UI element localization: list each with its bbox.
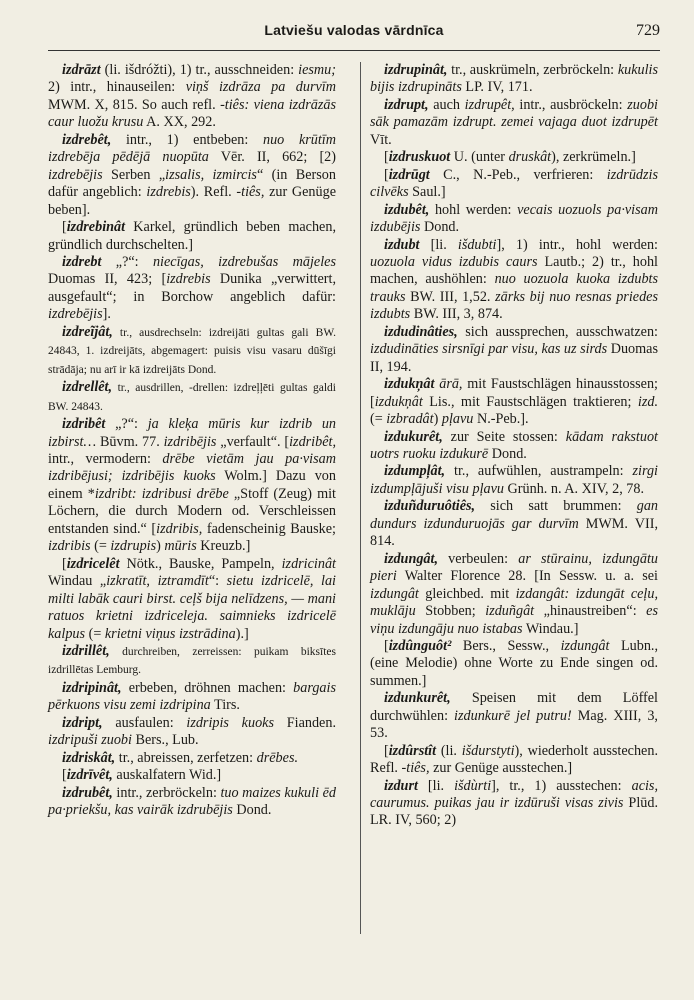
entry-text: išdùrti <box>454 777 492 794</box>
entry-text: Vēr. II, 662; [2) <box>208 149 336 166</box>
entry-text: ).] <box>235 625 249 642</box>
entry-text: Lubn., (eine Melodie) ohne Worte zu Ende singen od. summen.] <box>370 637 659 689</box>
entry-headword: izdudinâties, <box>384 323 458 340</box>
entry-text: nuo krūtīm izdrebēja pēdējā nuopūta <box>48 131 336 166</box>
entry-text: izduñgât <box>485 603 535 620</box>
entry-text: es viņu izdungāju nuo istabas <box>370 603 658 637</box>
header-rule <box>48 50 660 51</box>
entry-text: Speisen mit dem Löffel durchwühlen: <box>370 690 658 724</box>
dictionary-entry <box>48 785 336 820</box>
entry-text: sich satt brummen: <box>475 498 637 515</box>
entry-text: [li. <box>417 777 455 794</box>
entry-text: izdripis kuoks <box>186 714 274 731</box>
entry-text: zirgi izdumpļājuši visu pļavu <box>370 463 658 497</box>
entry-text: intr., ausbröckeln: <box>514 96 628 113</box>
dictionary-entry <box>370 498 658 550</box>
entry-text: Vīt. <box>370 131 392 148</box>
entry-text: [ <box>384 742 389 759</box>
entry-headword: izdrillêt, <box>62 642 110 659</box>
dictionary-entry <box>48 62 336 132</box>
dictionary-entry <box>370 429 658 464</box>
entry-headword: izduñduruôtiês, <box>384 498 476 515</box>
entry-text: tr., ausdrechseln: izdreijāti gultas gali BW. 24843, 1. izdreijāts, abgemagert: puisis visu vasaru dūšīgi strādāja; nu arī ir kā izdreijāts Dond. <box>48 326 336 376</box>
entry-text: verbeulen: <box>438 550 519 567</box>
dictionary-entry <box>370 324 658 376</box>
dictionary-entry <box>370 97 658 149</box>
entry-text: izdribis, <box>156 520 203 537</box>
entry-text: iesmu; <box>298 62 336 78</box>
entry-headword: izdribêt <box>62 416 106 433</box>
entry-text: -tiês, <box>401 760 430 777</box>
dictionary-entry <box>48 254 336 324</box>
entry-text: tr., aufwühlen, austrampeln: <box>445 463 633 480</box>
entry-text: Walter Florence 28. [In Sessw. u. a. sei <box>396 568 658 585</box>
entry-text: drēbes. <box>256 749 299 766</box>
entry-headword: izdrūgt <box>388 166 430 183</box>
entry-text: “ (in Berson dafür angeblich: <box>48 166 336 201</box>
entry-text: [ <box>384 637 389 654</box>
entry-text: drēbe vietām jau pa·visam izdribējusi; izdribējis kuoks <box>48 450 336 485</box>
entry-headword: izdrupt, <box>384 96 429 113</box>
entry-text: izdrupis <box>110 538 157 555</box>
entry-text: izdribis <box>48 538 91 555</box>
dictionary-entry <box>48 750 336 767</box>
entry-text: izdudināties sirsnīgi par visu, kas uz sirds <box>370 341 608 358</box>
entry-text: C., N.-Peb., verfrieren: <box>429 166 607 183</box>
entry-text: ), wiederholt ausstechen. Refl. <box>370 742 658 777</box>
entry-text: izdrūdzis cilvēks <box>370 166 658 201</box>
page-header <box>48 22 660 44</box>
entry-headword: izdubt <box>384 236 420 253</box>
entry-text: durchreiben, zerreissen: puikam biksītes izdrillētas Lemburg. <box>48 645 336 677</box>
entry-text: išdurstyti <box>461 742 515 759</box>
entry-text: BW. III, 1,52. <box>405 288 496 305</box>
entry-text: tr., auskrümeln, zerbröckeln: <box>447 62 618 78</box>
entry-text: viņš izdrāza pa durvīm <box>185 79 336 96</box>
entry-headword: izdûrstît <box>388 742 437 759</box>
entry-headword: izdukņât <box>384 376 435 393</box>
entry-text: nuo uozuola kuoka izdubts trauks <box>370 271 658 305</box>
entry-text: gleichbed. mit <box>418 585 516 602</box>
entry-text: izd. <box>637 393 658 410</box>
entry-text: ], 1) intr., hohl werden: <box>496 236 658 253</box>
entry-text: sietu izdricelē, lai milti labāk cauri birst. ceļš bija nelīdzens, — mani ratuos krietni izdriceleja. saimnieks izdricelē kalpus <box>48 573 336 642</box>
entry-text: [ <box>62 767 67 784</box>
entry-text: izdrupêt, <box>464 96 515 113</box>
entry-text: intr., zerbröckeln: <box>112 784 221 801</box>
entry-text: “: <box>208 573 227 590</box>
dictionary-entry <box>370 463 658 498</box>
entry-text: Dond. <box>232 802 272 819</box>
entry-text: izsalis, izmircis <box>165 166 257 183</box>
entry-text: MWM. VII, 814. <box>370 515 658 550</box>
entry-headword: izdumpļât, <box>384 463 446 480</box>
entry-text: mūris <box>164 538 197 555</box>
entry-text: bargais pērkuons visu zemi izdripina <box>48 679 336 714</box>
entry-text: ar stūrainu, izdungātu pieri <box>370 550 659 585</box>
entry-text: Saul.] <box>408 184 446 201</box>
dictionary-entry <box>48 767 336 784</box>
page-number: 729 <box>636 22 660 39</box>
entry-text: tr., abreissen, zerfetzen: <box>115 749 257 766</box>
dictionary-entry <box>48 680 336 715</box>
entry-text: intr., 1) entbeben: <box>111 131 263 148</box>
entry-text: Plūd. LR. IV, 560; 2) <box>370 795 658 829</box>
entry-text: ausfaulen: <box>102 714 187 731</box>
entry-text: Dond. <box>420 219 460 236</box>
entry-text: U. (unter <box>450 149 509 166</box>
entry-text: hohl werden: <box>429 201 518 218</box>
entry-text: izdripuši zuobi <box>48 732 132 749</box>
dictionary-entry <box>48 416 336 556</box>
entry-text: Fianden. <box>274 714 336 731</box>
entry-headword: izdrāzt <box>62 62 101 78</box>
entry-text: (= <box>85 625 105 642</box>
dictionary-entry <box>370 202 658 237</box>
entry-text: izdrebis <box>166 271 211 288</box>
dictionary-entry <box>48 715 336 750</box>
entry-text: Serben „ <box>102 166 166 183</box>
dictionary-entry <box>48 219 336 254</box>
right-column <box>370 62 658 830</box>
dictionary-entry <box>370 149 658 166</box>
entry-text: izdangât: izdungāt ceļu, muklāju <box>370 585 658 620</box>
entry-text: kukulis bijis izdrupināts <box>370 62 658 96</box>
entry-headword: izdrīvêt, <box>66 767 113 784</box>
entry-text: izdrebējis <box>48 306 103 323</box>
entry-text: Lis., mit Faustschlägen traktieren; <box>422 393 638 410</box>
entry-text: (li. išdróžti), 1) tr., ausschneiden: <box>100 62 299 78</box>
entry-headword: izdricelêt <box>66 555 120 572</box>
dictionary-entry <box>370 551 658 638</box>
entry-text: ). Refl. <box>190 184 237 201</box>
entry-text: „?“: <box>101 253 153 270</box>
entry-text: auch <box>428 96 465 113</box>
entry-text: kādam rakstuot uotrs ruoku izdukurē <box>370 428 658 462</box>
entry-text: LP. IV, 171. <box>461 79 533 96</box>
entry-text: „verfault“. [ <box>216 433 290 450</box>
dictionary-entry <box>48 379 336 416</box>
entry-text: tuo maizes kukuli ēd pa·priekšu, kas vairāk izdrubējis <box>48 784 336 819</box>
dictionary-entry <box>370 237 658 324</box>
entry-text: zur Seite stossen: <box>442 428 566 445</box>
entry-text: pļavu <box>441 411 474 428</box>
entry-text: Wolm.] Dazu von einem * <box>48 468 336 502</box>
entry-text: [ <box>62 555 67 572</box>
entry-text: „?“: <box>105 416 148 433</box>
entry-text: Kreuzb.] <box>196 538 251 555</box>
entry-text: Dunika „verwittert, ausgefault“; in Borchow angeblich dafür: <box>48 271 336 305</box>
entry-headword: izdript, <box>62 714 103 731</box>
entry-text: ārā, <box>439 376 463 393</box>
entry-text: MWM. X, 815. So auch refl. <box>48 96 221 113</box>
entry-headword: izdubêt, <box>384 201 430 218</box>
entry-text: ) <box>433 411 442 428</box>
entry-text: sich aussprechen, ausschwatzen: <box>457 323 658 340</box>
dictionary-entry <box>370 376 658 428</box>
entry-text: izdukņât <box>374 393 423 410</box>
entry-text: fadenscheinig Bauske; <box>202 520 337 537</box>
entry-text: Stobben; <box>415 603 486 620</box>
entry-text: Dond. <box>488 445 527 462</box>
left-column <box>48 62 336 819</box>
entry-headword: izdrupinât, <box>384 62 448 78</box>
entry-headword: izdungât, <box>384 550 439 567</box>
entry-text: Duomas II, 194. <box>370 341 658 375</box>
entry-text: gan dundurs izdunduruojās gar durvīm <box>370 498 658 532</box>
entry-text: Bers., Lub. <box>131 732 199 749</box>
entry-text: ]. <box>102 306 111 323</box>
entry-text: 2) intr., hinauseilen: <box>48 79 186 96</box>
entry-text: -tiês: viena izdrāzās caur luožu krusu <box>48 96 336 131</box>
entry-text: zuobi sāk pamazām izdrupt. zemei vajaga duot izdrupēt <box>370 96 658 131</box>
entry-text: [ <box>384 166 389 183</box>
entry-text: izkratīt, iztramdīt <box>106 573 209 590</box>
entry-text: izdungât <box>560 637 610 654</box>
entry-text: niecīgas, izdrebušas mājeles <box>152 253 336 270</box>
entry-text: Mag. XIII, 3, 53. <box>370 707 658 742</box>
entry-text: izdrebējis <box>48 166 103 183</box>
entry-headword: izdrebêt, <box>62 131 112 148</box>
entry-text: tr., ausdrillen, -drellen: izdreļļēti gultas galdi BW. 24843. <box>48 382 336 413</box>
entry-text: Duomas II, 423; [ <box>48 271 167 288</box>
entry-text: druskât <box>508 149 552 166</box>
entry-text: (= <box>370 411 387 428</box>
entry-text: Lautb.; 2) tr., hohl machen, aushöhlen: <box>370 253 658 288</box>
entry-text: Grünh. n. A. XIV, 2, 78. <box>504 480 645 497</box>
entry-text: (li. <box>436 742 462 759</box>
entry-text: ), zerkrümeln.] <box>551 149 636 166</box>
entry-text: zur Genüge beben]. <box>48 184 336 218</box>
dictionary-entry <box>370 638 658 690</box>
entry-text: A. XX, 292. <box>143 114 216 131</box>
entry-text: izdunkurē jel putru! <box>454 707 572 724</box>
entry-text: acis, caurumus. puikas jau ir izdūruši visas zivis <box>370 777 658 812</box>
entry-text: izdribējis <box>163 433 217 450</box>
dictionary-entry <box>370 62 658 97</box>
entry-text: -tiês, <box>236 184 265 201</box>
entry-headword: izdrebinât <box>66 219 126 236</box>
entry-text: zur Genüge ausstechen.] <box>429 760 573 777</box>
entry-text: izdrebis <box>146 184 191 201</box>
entry-headword: izdrellêt, <box>62 379 113 396</box>
entry-text: Windau.] <box>522 620 579 637</box>
entry-text: mit Faustschlägen hinausstossen; [ <box>370 376 658 410</box>
entry-headword: izdripinât, <box>62 679 122 696</box>
entry-headword: izdruskuot <box>388 149 451 166</box>
entry-text: Būvm. 77. <box>96 433 164 450</box>
entry-text: izdribt: izdribusi drēbe <box>94 485 229 502</box>
entry-text: Karkel, gründlich beben machen, gründlich durchschelten.] <box>48 219 336 253</box>
entry-text: izdungât <box>370 585 419 602</box>
dictionary-entry <box>48 324 336 379</box>
entry-text: ) <box>156 538 165 555</box>
entry-headword: izdukurêt, <box>384 428 443 445</box>
entry-text: uozuola vidus izdubis caurs <box>370 253 538 270</box>
entry-headword: izdurt <box>384 777 418 794</box>
entry-text: BW. III, 3, 874. <box>410 306 503 323</box>
entry-text: Tirs. <box>210 697 240 714</box>
dictionary-entry <box>48 556 336 643</box>
column-divider <box>360 62 361 934</box>
entry-text: erbeben, dröhnen machen: <box>121 679 294 696</box>
entry-text: „Stoff (Zeug) mit Löchern, die durch Modern od. Verschleissen entstanden sind.“ [ <box>48 485 336 537</box>
entry-headword: izdreĩjât, <box>62 323 113 340</box>
entry-text: (= <box>90 538 111 555</box>
entry-headword: izdrebt <box>62 253 102 270</box>
entry-text: [ <box>62 219 67 236</box>
entry-headword: izdûnguôt² <box>388 637 452 654</box>
dictionary-entry <box>370 167 658 202</box>
entry-text: Windau „ <box>48 573 107 590</box>
dictionary-entry <box>370 778 658 830</box>
entry-text: izdribêt, <box>289 433 337 450</box>
entry-text: Bers., Sessw., <box>451 637 561 654</box>
running-title: Latviešu valodas vārdnīca <box>264 22 444 38</box>
entry-text: Nötk., Bauske, Pampeln, <box>119 555 282 572</box>
entry-text: „hinaustreiben“: <box>534 603 647 620</box>
entry-text: intr., vermodern: <box>48 450 163 467</box>
entry-text: ], tr., 1) ausstechen: <box>491 777 632 794</box>
dictionary-entry <box>48 132 336 219</box>
entry-text: izdricinât <box>281 555 336 572</box>
entry-text: auskalfatern Wid.] <box>112 767 222 784</box>
entry-headword: izdrubêt, <box>62 784 113 801</box>
dictionary-entry <box>370 743 658 778</box>
entry-text: N.-Peb.]. <box>473 411 529 428</box>
entry-text: [ <box>384 149 389 166</box>
dictionary-entry <box>48 643 336 680</box>
entry-text: izbradât <box>386 411 434 428</box>
entry-text: vecais uozuols pa·visam izdubējis <box>370 201 658 236</box>
dictionary-entry <box>370 690 658 742</box>
entry-text: [li. <box>419 236 458 253</box>
entry-headword: izdriskât, <box>62 749 116 766</box>
entry-text: krietni viņus izstrādina <box>104 625 236 642</box>
entry-text: išdubti <box>457 236 497 253</box>
entry-text: zārks bij nuo resnas priedes izdubts <box>370 288 658 323</box>
entry-text: ja kleķa mūris kur izdrib un izbirst… <box>48 416 337 450</box>
entry-headword: izdunkurêt, <box>384 690 451 707</box>
